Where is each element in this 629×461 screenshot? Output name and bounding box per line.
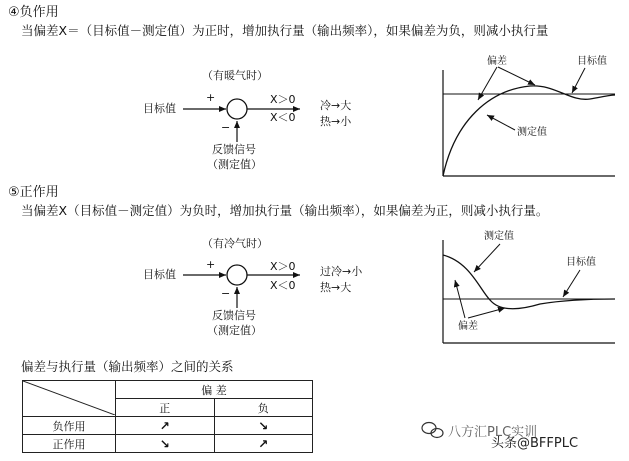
section5-result-neg: 热→大	[320, 281, 352, 294]
section4-block-diagram	[183, 99, 300, 142]
relation-row-label: 正作用	[23, 435, 116, 453]
relation-cell-arrow: ↗	[214, 435, 313, 453]
relation-col-negative: 负	[214, 399, 313, 417]
section5-minus-sign: −	[221, 287, 231, 300]
relation-cell-arrow: ↗	[116, 417, 215, 435]
watermark-text: 头条@BFFPLC	[491, 436, 579, 451]
section5-graph-measured-curve	[443, 255, 615, 309]
section4-cond-pos: X＞0	[270, 93, 296, 106]
section5-summing-junction	[227, 265, 247, 285]
section4-summing-junction	[227, 99, 247, 119]
section4-result-pos: 冷→大	[320, 99, 352, 112]
section4-setpoint-label: 目标值	[143, 102, 176, 115]
relation-cell-arrow: ↘	[116, 435, 215, 453]
relation-table	[22, 380, 313, 453]
section5-graph-setpoint-label: 目标值	[566, 257, 596, 268]
relation-table-corner	[23, 381, 116, 417]
section5-block-diagram	[183, 265, 300, 308]
section5-cond-neg: X＜0	[270, 279, 296, 292]
section4-graph-setpoint-label: 目标值	[577, 56, 607, 67]
section4-graph-measured-label: 测定值	[517, 127, 547, 138]
watermark-overlay-text: 八方汇PLC实训	[448, 425, 538, 440]
relation-col-positive: 正	[116, 399, 215, 417]
corner-diagonal-line	[23, 381, 115, 415]
section5-result-pos: 过冷→小	[320, 265, 363, 278]
section4-feedback-line2: （测定值）	[207, 158, 262, 171]
section5-cond-pos: X＞0	[270, 260, 296, 273]
section5-graph-deviation-label: 偏差	[458, 321, 478, 332]
section5-feedback-line2: （测定值）	[207, 324, 262, 337]
relation-title: 偏差与执行量（输出频率）之间的关系	[21, 359, 234, 374]
section5-graph-measured-label: 测定值	[484, 231, 514, 242]
section5-title: ⑤正作用	[8, 185, 59, 200]
relation-row-label: 负作用	[23, 417, 116, 435]
section5-plus-sign: +	[206, 258, 216, 271]
section5-mode-label: （有冷气时）	[202, 237, 268, 250]
section4-description: 当偏差X＝（目标值－测定值）为正时，增加执行量（输出频率），如果偏差为负，则减小执行量	[21, 23, 549, 38]
section4-result-neg: 热→小	[320, 115, 352, 128]
section4-graph-deviation-label: 偏差	[487, 56, 507, 67]
section5-setpoint-label: 目标值	[143, 268, 176, 281]
table-row	[23, 435, 313, 453]
section4-title: ④负作用	[8, 5, 59, 20]
section5-graph	[443, 240, 615, 343]
relation-header-group: 偏 差	[116, 381, 313, 399]
section4-plus-sign: +	[206, 91, 216, 104]
table-row	[23, 417, 313, 435]
relation-cell-arrow: ↘	[214, 417, 313, 435]
section4-mode-label: （有暖气时）	[202, 69, 268, 82]
section4-cond-neg: X＜0	[270, 111, 296, 124]
section4-feedback-line1: 反馈信号	[212, 143, 256, 156]
section4-minus-sign: −	[221, 121, 231, 134]
section4-graph-measured-curve	[443, 86, 615, 176]
section5-description: 当偏差X（目标值－测定值）为负时，增加执行量（输出频率），如果偏差为正，则减小执行量。	[21, 203, 549, 218]
section4-graph	[443, 67, 615, 176]
section5-feedback-line1: 反馈信号	[212, 309, 256, 322]
